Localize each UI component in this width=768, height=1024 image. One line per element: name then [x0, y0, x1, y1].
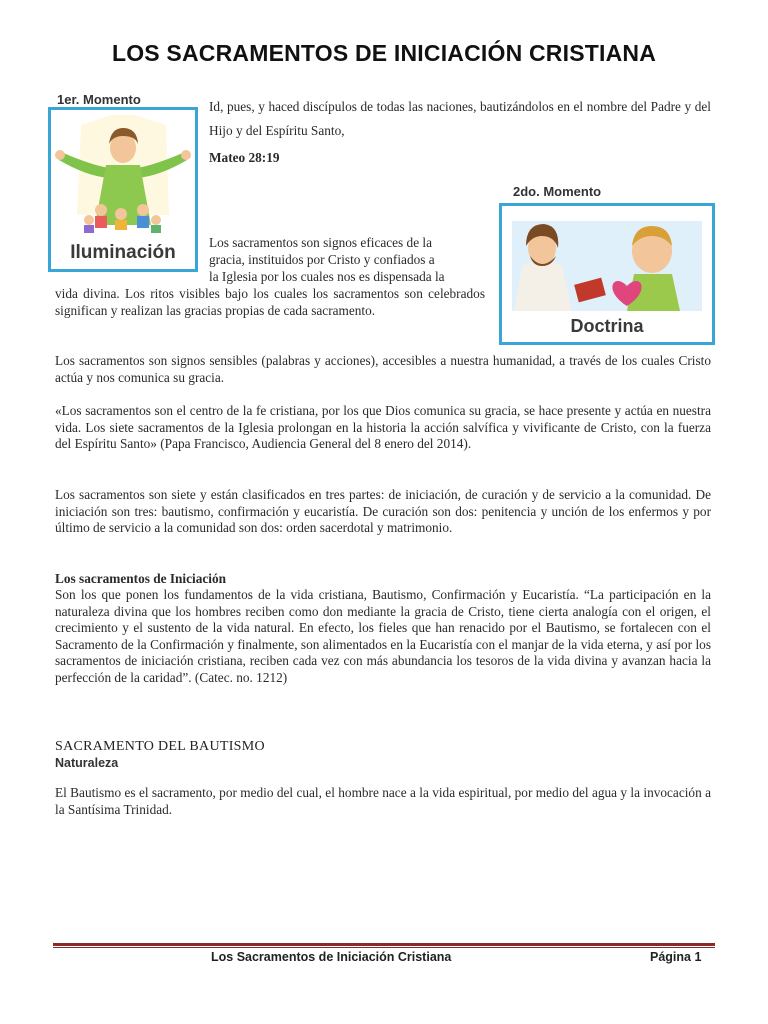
quote-reference: Mateo 28:19 [209, 150, 280, 165]
paragraph-1-line-2: gracia, instituidos por Cristo y confiados a [209, 252, 435, 267]
paragraph-5: Son los que ponen los fundamentos de la vida cristiana, Bautismo, Confirmación y Eucaristía. “La participación en la naturaleza divina que los hombres reciben como don mediante la gracia de Cristo, tiene cierta analogía con el origen, el crecimiento y el sustento de la vida natural. En efecto, los fieles que han renacido por el Bautismo, se fortalecen con el Sacramento de la Confirmación y finalmente, son alimentados en la Eucaristía con el manjar de la vida eterna, y así por los sacramentos de iniciación cristiana, reciben cada vez con más abundancia los tesoros de la vida divina y avanzan hacia la perfección de la caridad”. (Catec. no. 1212) [55, 587, 711, 685]
bautismo-paragraph: El Bautismo es el sacramento, por medio del cual, el hombre nace a la vida espiritual, por medio del agua y la invocación a la Santísima Trinidad. [55, 785, 711, 817]
footer-rule-thick [53, 943, 715, 946]
paragraph-1-rest: vida divina. Los ritos visibles bajo los cuales los sacramentos son celebrados significan y realizan las gracias propias de cada sacramento. [55, 286, 485, 318]
image2-caption: Doctrina [570, 316, 644, 336]
paragraph-4: Los sacramentos son siete y están clasificados en tres partes: de iniciación, de curación y de servicio a la comunidad. De iniciación son tres: bautismo, confirmación y eucaristía. De curación son dos: penitencia y unción de los enfermos y por último de servicio a la comunidad son dos: orden sacerdotal y matrimonio. [55, 487, 711, 535]
image2-label: 2do. Momento [513, 184, 602, 199]
bautismo-heading: SACRAMENTO DEL BAUTISMO [55, 739, 265, 754]
paragraph-2: Los sacramentos son signos sensibles (palabras y acciones), accesibles a nuestra humanidad, a través de los cuales Cristo actúa y nos comunica su gracia. [55, 353, 711, 385]
image1-caption: Iluminación [70, 242, 176, 263]
footer-title: Los Sacramentos de Iniciación Cristiana [211, 950, 452, 964]
footer-rule-thin [53, 947, 715, 948]
naturaleza-subheading: Naturaleza [55, 756, 119, 770]
doctrina-image [499, 203, 715, 345]
iniciacion-heading: Los sacramentos de Iniciación [55, 571, 227, 586]
iluminacion-image [48, 107, 198, 272]
paragraph-1-line-1: Los sacramentos son signos eficaces de la [209, 235, 433, 250]
paragraph-3: «Los sacramentos son el centro de la fe cristiana, por los que Dios comunica su gracia, se hace presente y actúa en nuestra vida. Los siete sacramentos de la Iglesia prolongan en la historia la acción salvífica y vivificante de Cristo, con la fuerza del Espíritu Santo» (Papa Francisco, Audiencia General del 8 enero del 2014). [55, 403, 711, 451]
paragraph-1-line-3: la Iglesia por los cuales nos es dispensada la [209, 269, 445, 284]
quote-text: Id, pues, y haced discípulos de todas las naciones, bautizándolos en el nombre del Padre y del Hijo y del Espíritu Santo, [209, 99, 711, 138]
footer-page-number: Página 1 [650, 950, 702, 964]
image1-label: 1er. Momento [57, 92, 141, 107]
page-title: LOS SACRAMENTOS DE INICIACIÓN CRISTIANA [111, 40, 657, 66]
